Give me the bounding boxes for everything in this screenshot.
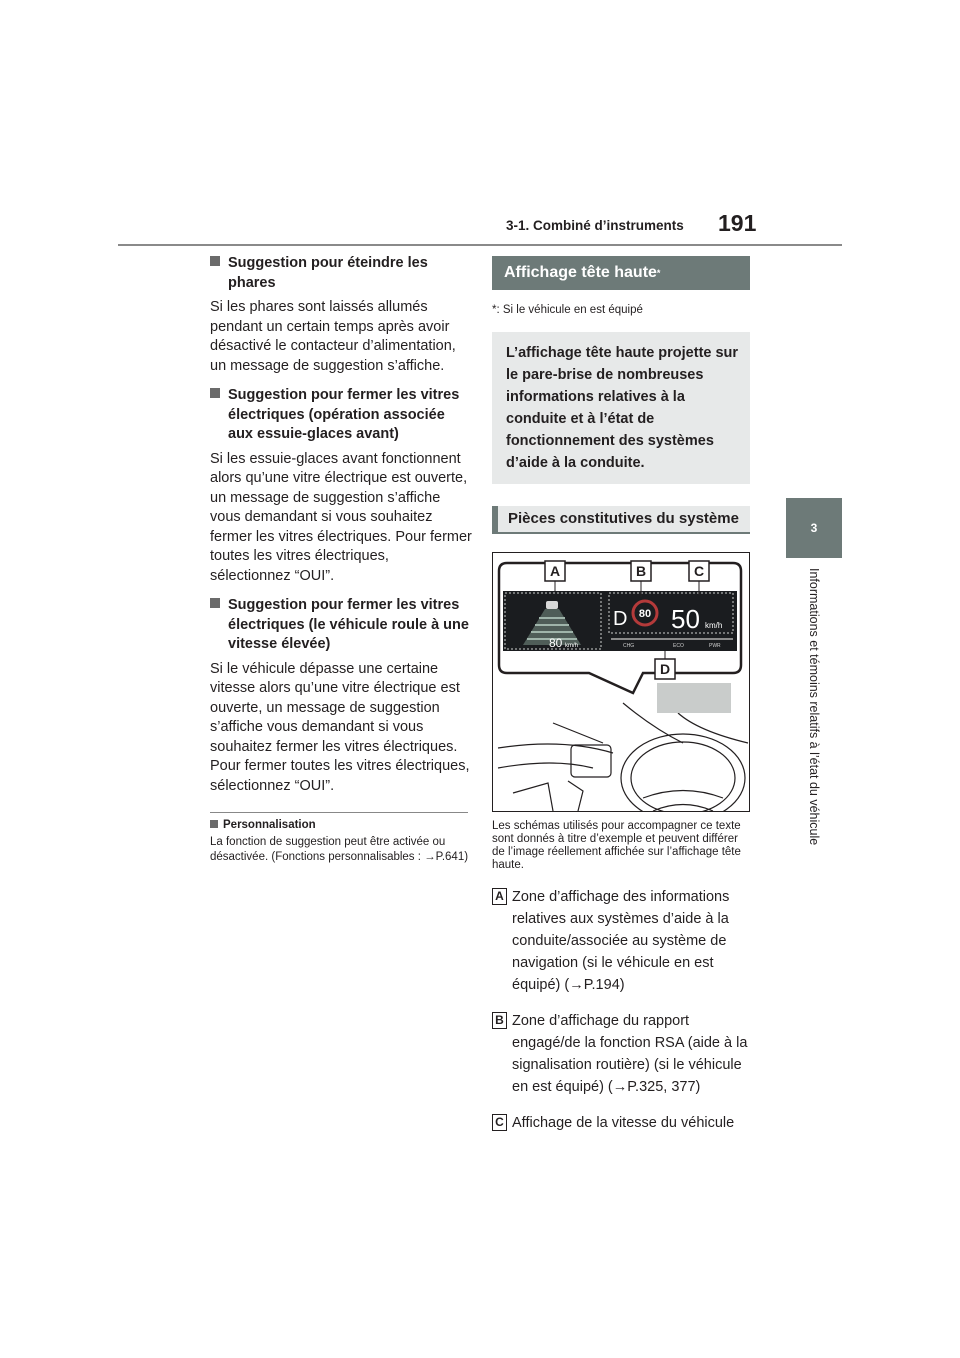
- set-speed-value: 80: [549, 636, 563, 650]
- left-column: [210, 254, 472, 864]
- callout-label-d: D: [659, 661, 671, 677]
- figure-caption: Les schémas utilisés pour accompagner ce texte sont donnés à titre d’exemple et peuvent différer de l’image réellement affichée sur l’affichage tête haute.: [492, 820, 741, 871]
- hud-illustration: [493, 553, 749, 811]
- gear-indicator: D: [613, 608, 628, 630]
- legend-item-b: [492, 1010, 750, 1098]
- section-banner-title: Affichage tête haute: [504, 264, 657, 281]
- square-bullet-icon: [210, 598, 220, 608]
- speed-value: 50: [671, 604, 700, 634]
- note-body: La fonction de suggestion peut être activée ou désactivée. (Fonctions personnalisables : →P.641): [210, 836, 469, 863]
- hud-figure: [492, 552, 750, 812]
- power-meter-pwr: PWR: [709, 643, 721, 649]
- power-meter-eco: ECO: [673, 643, 684, 649]
- note-divider: [210, 812, 468, 813]
- legend-text-c: Affichage de la vitesse du véhicule: [512, 1115, 735, 1131]
- header-section-title: 3-1. Combiné d’instruments: [506, 218, 684, 233]
- subsection-headlights: [210, 254, 472, 293]
- legend-label-b: B: [492, 1012, 507, 1029]
- callout-label-a: A: [549, 563, 561, 579]
- header-divider: [118, 244, 842, 246]
- intro-box: L’affichage tête haute projette sur le pare-brise de nombreuses informations relatives à la conduite et à l’état de fonctionnement des systèmes d’aide à la conduite.: [492, 332, 750, 484]
- chapter-tab: 3: [786, 498, 842, 558]
- subsection-windows-speed: [210, 596, 472, 655]
- speed-sign-value: 80: [638, 608, 652, 620]
- power-meter-chg: CHG: [623, 643, 635, 649]
- subsection-windows-wipers: [210, 386, 472, 445]
- chapter-side-title-text: Informations et témoins relatifs à l’état du véhicule: [807, 568, 821, 846]
- speed-unit: km/h: [705, 621, 723, 630]
- subsection-title: Suggestion pour fermer les vitres électriques (opération associée aux essuie-glaces avant): [228, 387, 460, 442]
- square-bullet-icon: [210, 256, 220, 266]
- parts-section-title: Pièces constitutives du système: [492, 506, 750, 534]
- paragraph-windows-speed: Si le véhicule dépasse une certaine vitesse alors qu’une vitre électrique est ouverte, un message de suggestion s’affiche vous demandant si vous souhaitez fermer les vitres électriques. Pour fermer toutes les vitres électriques, sélectionnez “OUI”.: [210, 660, 470, 794]
- legend-label-c: C: [492, 1114, 507, 1131]
- section-banner: [492, 256, 750, 290]
- legend-text-b: Zone d’affichage du rapport engagé/de la fonction RSA (aide à la signalisation routière) (si le véhicule en est équipé) (→P.325, 377): [512, 1013, 748, 1095]
- footnote-marker: *: [656, 268, 661, 278]
- right-column: [492, 256, 750, 1148]
- paragraph-headlights: Si les phares sont laissés allumés pendant un certain temps après avoir désactivé le contacteur d’alimentation, un message de suggestion s’affiche.: [210, 299, 456, 374]
- windshield-projection-area: [657, 683, 731, 713]
- legend-item-c: [492, 1112, 750, 1134]
- page-number: 191: [718, 210, 757, 236]
- subsection-title: Suggestion pour fermer les vitres électriques (le véhicule roule à une vitesse élevée): [228, 597, 469, 652]
- dashboard-line-art: [498, 703, 748, 811]
- legend-text-a: Zone d’affichage des informations relatives aux systèmes d’aide à la conduite/associée au système de navigation (si le véhicule en est équipé) (→P.194): [512, 889, 730, 993]
- set-speed-unit: km/h: [565, 643, 579, 649]
- subsection-title: Suggestion pour éteindre les phares: [228, 255, 428, 291]
- note-title-text: Personnalisation: [223, 819, 316, 831]
- note-title: [210, 819, 472, 831]
- legend-item-a: [492, 886, 750, 996]
- callout-label-c: C: [693, 563, 705, 579]
- paragraph-windows-wipers: Si les essuie-glaces avant fonctionnent alors qu’une vitre électrique est ouverte, un message de suggestion s’affiche vous demandant si vous souhaitez fermer les vitres électriques. Pour fermer toutes les vitres électriques, sélectionnez “OUI”.: [210, 450, 472, 584]
- legend-label-a: A: [492, 888, 507, 905]
- square-bullet-icon: [210, 820, 218, 828]
- callout-label-b: B: [635, 563, 647, 579]
- footnote: *: Si le véhicule en est équipé: [492, 304, 643, 316]
- chapter-side-title: [786, 568, 842, 878]
- square-bullet-icon: [210, 388, 220, 398]
